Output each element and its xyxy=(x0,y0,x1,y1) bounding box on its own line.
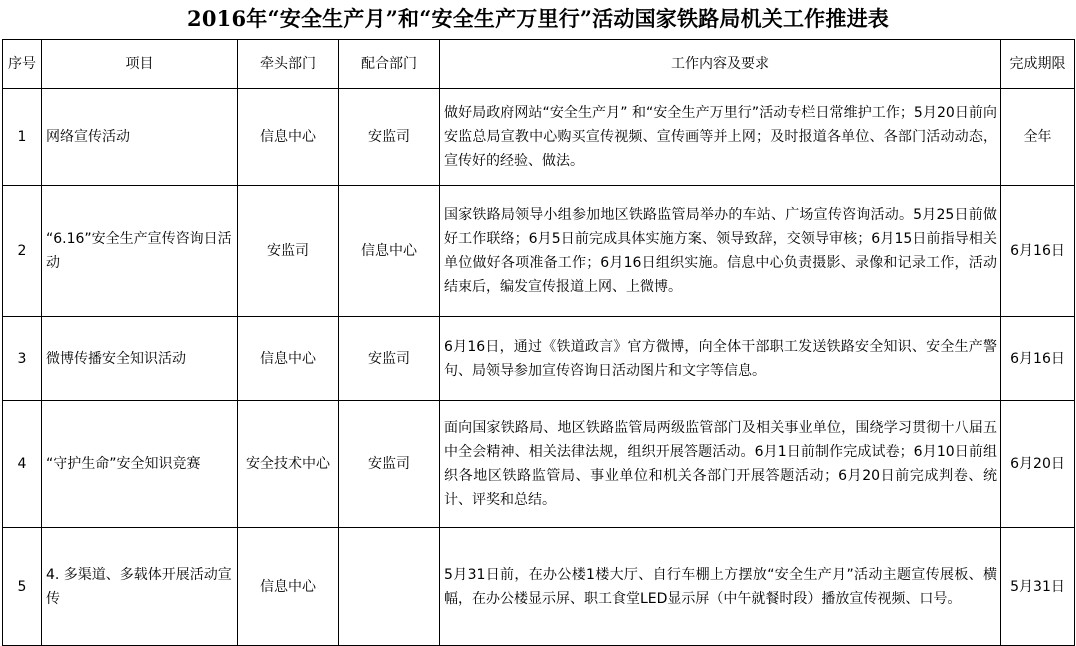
row-no: 3 xyxy=(3,317,42,401)
row-coop-dept: 安监司 xyxy=(339,401,440,528)
header-lead-dept: 牵头部门 xyxy=(238,40,339,89)
row-content: 做好局政府网站“安全生产月” 和“安全生产万里行”活动专栏日常维护工作；5月20日前向安监总局宣教中心购买宣传视频、宣传画等并上网；及时报道各单位、各部门活动动态，宣传好的经验、做法。 xyxy=(440,89,1001,186)
table-row xyxy=(3,89,1075,186)
table-header-row xyxy=(3,40,1075,89)
table-row xyxy=(3,401,1075,528)
header-no: 序号 xyxy=(3,40,42,89)
header-item: 项目 xyxy=(42,40,238,89)
row-no: 1 xyxy=(3,89,42,186)
row-deadline: 全年 xyxy=(1001,89,1075,186)
work-plan-table xyxy=(2,39,1075,646)
header-coop-dept: 配合部门 xyxy=(339,40,440,89)
row-deadline: 5月31日 xyxy=(1001,528,1075,646)
header-deadline: 完成期限 xyxy=(1001,40,1075,89)
row-content: 6月16日，通过《铁道政言》官方微博，向全体干部职工发送铁路安全知识、安全生产警句、局领导参加宣传咨询日活动图片和文字等信息。 xyxy=(440,317,1001,401)
row-item: “守护生命”安全知识竞赛 xyxy=(42,401,238,528)
header-content: 工作内容及要求 xyxy=(440,40,1001,89)
row-no: 5 xyxy=(3,528,42,646)
row-no: 4 xyxy=(3,401,42,528)
row-lead-dept: 信息中心 xyxy=(238,528,339,646)
row-item: “6.16”安全生产宣传咨询日活动 xyxy=(42,186,238,317)
row-coop-dept: 信息中心 xyxy=(339,186,440,317)
row-content: 面向国家铁路局、地区铁路监管局两级监管部门及相关事业单位，围绕学习贯彻十八届五中全会精神、相关法律法规，组织开展答题活动。6月1日前制作完成试卷；6月10日前组织各地区铁路监管局、事业单位和机关各部门开展答题活动；6月20日前完成判卷、统计、评奖和总结。 xyxy=(440,401,1001,528)
row-deadline: 6月16日 xyxy=(1001,317,1075,401)
row-content: 国家铁路局领导小组参加地区铁路监管局举办的车站、广场宣传咨询活动。5月25日前做好工作联络；6月5日前完成具体实施方案、领导致辞，交领导审核；6月15日前指导相关单位做好各项准备工作；6月16日组织实施。信息中心负责摄影、录像和记录工作，活动结束后，编发宣传报道上网、上微博。 xyxy=(440,186,1001,317)
row-lead-dept: 安全技术中心 xyxy=(238,401,339,528)
row-no: 2 xyxy=(3,186,42,317)
row-deadline: 6月20日 xyxy=(1001,401,1075,528)
table-row xyxy=(3,317,1075,401)
row-content: 5月31日前，在办公楼1楼大厅、自行车棚上方摆放“安全生产月”活动主题宣传展板、横幅，在办公楼显示屏、职工食堂LED显示屏（中午就餐时段）播放宣传视频、口号。 xyxy=(440,528,1001,646)
row-lead-dept: 安监司 xyxy=(238,186,339,317)
row-deadline: 6月16日 xyxy=(1001,186,1075,317)
row-lead-dept: 信息中心 xyxy=(238,317,339,401)
row-coop-dept: 安监司 xyxy=(339,89,440,186)
row-item: 4. 多渠道、多载体开展活动宣传 xyxy=(42,528,238,646)
table-row xyxy=(3,528,1075,646)
page-title: 2016年“安全生产月”和“安全生产万里行”活动国家铁路局机关工作推进表 xyxy=(187,6,889,31)
row-coop-dept xyxy=(339,528,440,646)
row-coop-dept: 安监司 xyxy=(339,317,440,401)
row-item: 网络宣传活动 xyxy=(42,89,238,186)
row-lead-dept: 信息中心 xyxy=(238,89,339,186)
row-item: 微博传播安全知识活动 xyxy=(42,317,238,401)
table-row xyxy=(3,186,1075,317)
